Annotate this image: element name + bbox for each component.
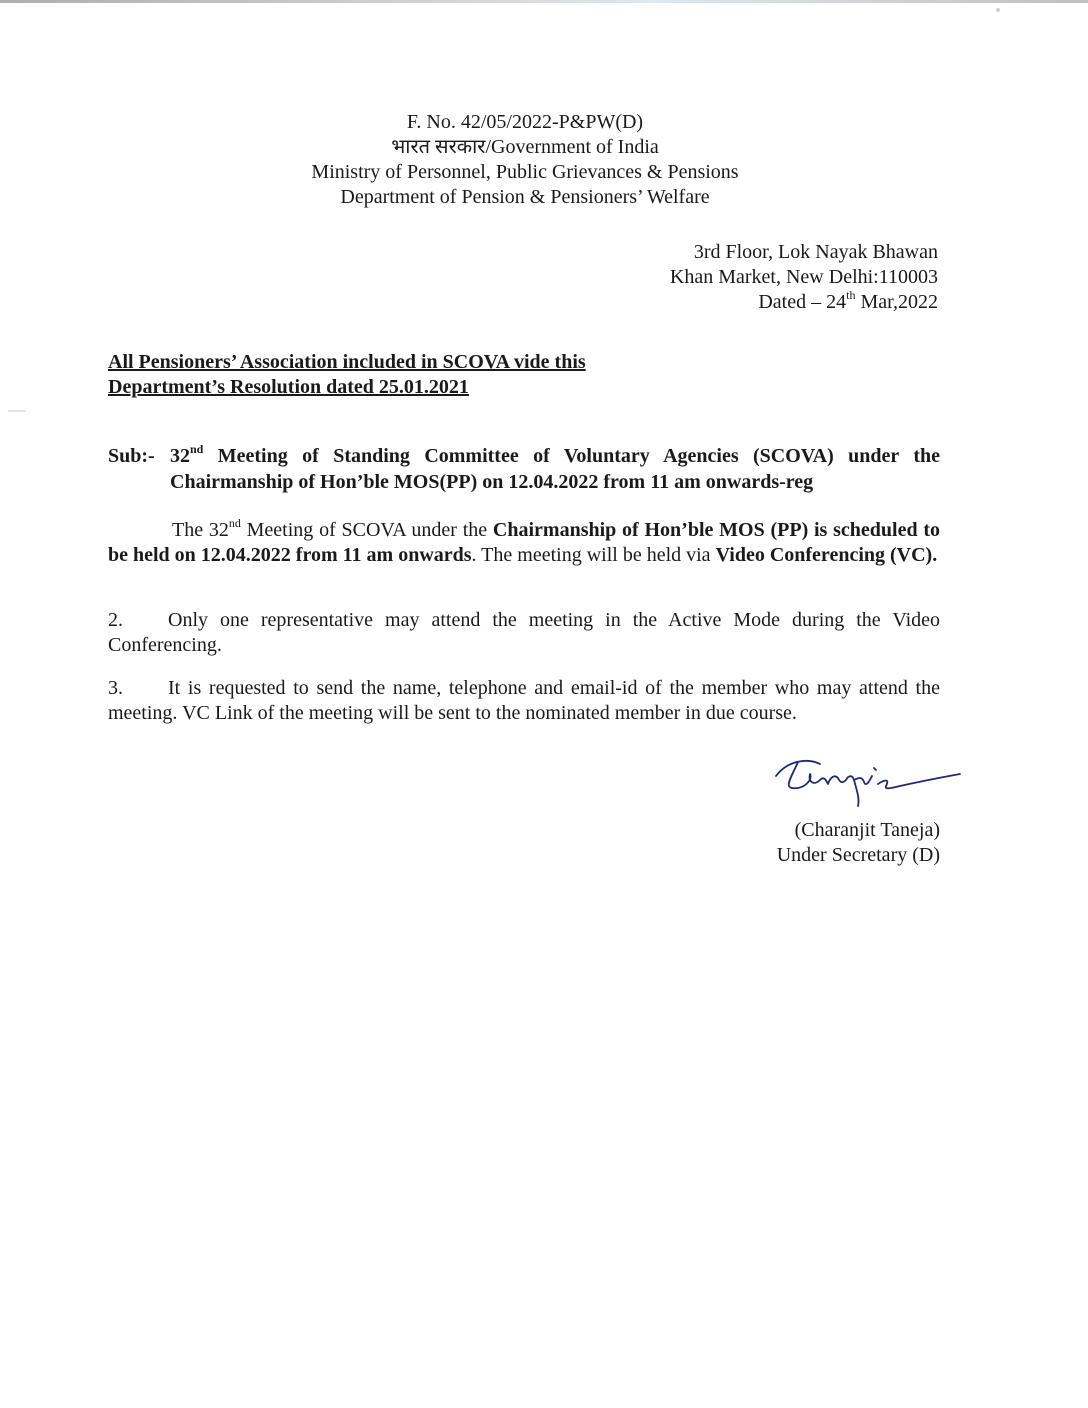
subject — [108, 443, 940, 495]
subject-line-2: Chairmanship of Hon’ble MOS(PP) on 12.04.2022 from 11 am onwards-reg — [170, 471, 814, 493]
paragraph-2: 2. Only one representative may attend the meeting in the Active Mode during the Video Conferencing. — [108, 609, 940, 656]
subject-label: Sub:- — [108, 445, 155, 467]
paragraph-number: 3. — [108, 677, 123, 699]
address-line-2: Khan Market, New Delhi:110003 — [669, 266, 938, 288]
paragraph-number: 2. — [108, 609, 123, 631]
government-line: भारत सरकार/Government of India — [391, 136, 659, 158]
paragraph-3: 3. It is requested to send the name, telephone and email-id of the member who may attend the meeting. VC Link of the meeting will be sent to the nominated member in due course. — [108, 677, 940, 724]
subject-line-1: 32nd Meeting of Standing Committee of Voluntary Agencies (SCOVA) under the — [170, 442, 940, 467]
addressee-line-2: Department’s Resolution dated 25.01.2021 — [108, 376, 469, 398]
ministry-line: Ministry of Personnel, Public Grievances & Pensions — [311, 161, 739, 183]
signatory-block — [740, 818, 940, 868]
scan-speck — [8, 410, 26, 412]
handwritten-signature — [768, 740, 968, 810]
signatory-designation: Under Secretary (D) — [776, 844, 940, 866]
file-number: F. No. 42/05/2022-P&PW(D) — [406, 111, 644, 133]
subject-text — [170, 443, 940, 495]
paragraph-1: The 32nd Meeting of SCOVA under the Chairmanship of Hon’ble MOS (PP) is scheduled to be held on 12.04.2022 from 11 am onwards. The meeting will be held via Video Conferencing (VC). — [108, 516, 941, 566]
addressee — [108, 350, 668, 400]
addressee-line-1: All Pensioners’ Association included in SCOVA vide this — [108, 351, 586, 373]
office-address — [578, 240, 938, 315]
letter-header — [180, 110, 870, 210]
address-line-1: 3rd Floor, Lok Nayak Bhawan — [693, 241, 938, 263]
date-line: Dated – 24th Mar,2022 — [758, 288, 938, 313]
signatory-name: (Charanjit Taneja) — [794, 819, 940, 841]
scan-speck — [996, 8, 1000, 12]
department-line: Department of Pension & Pensioners’ Welfare — [340, 186, 710, 208]
scan-top-edge — [0, 0, 1088, 3]
